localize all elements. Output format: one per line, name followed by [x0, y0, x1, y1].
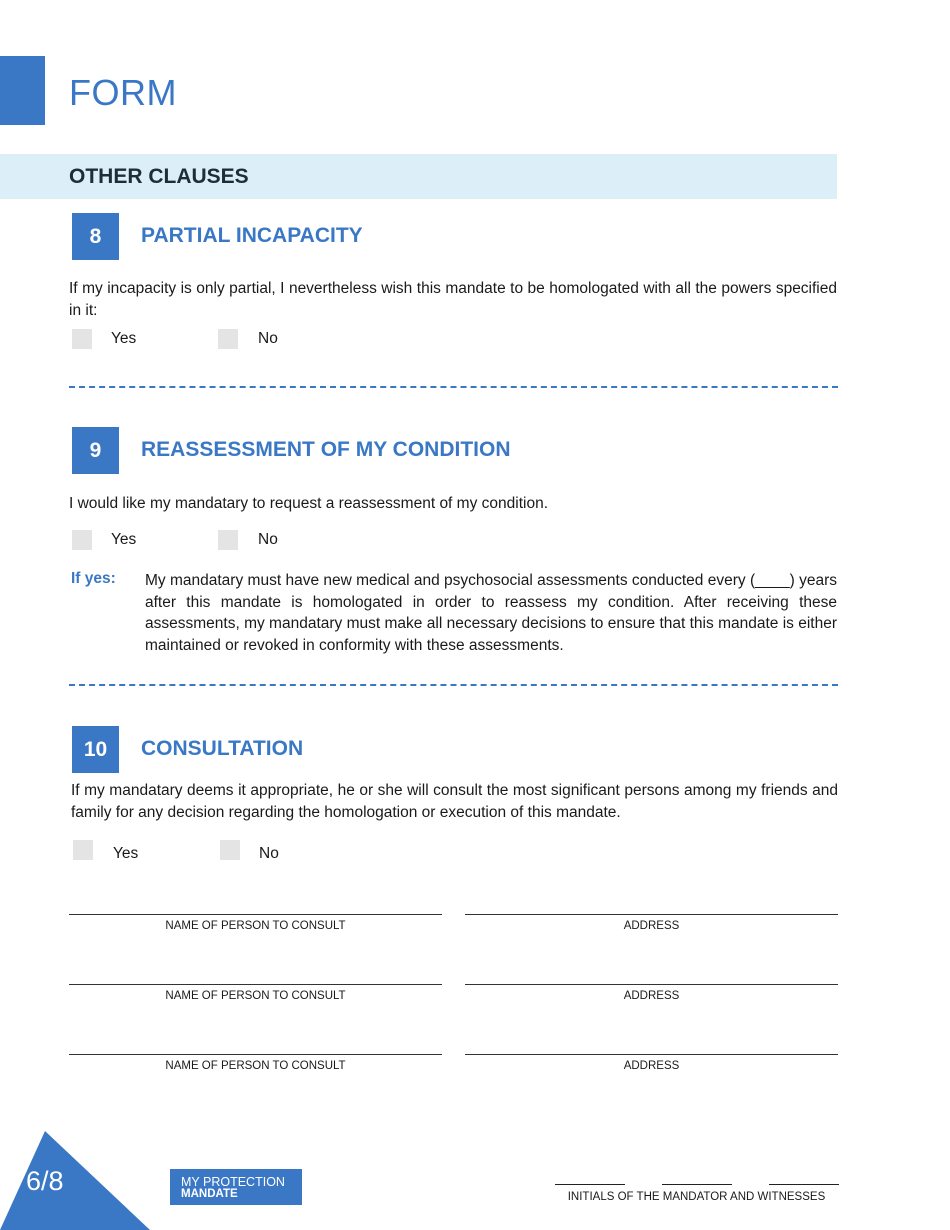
header-accent-bar	[0, 56, 45, 125]
page-number: 6/8	[26, 1166, 64, 1196]
yes-label: Yes	[113, 845, 139, 862]
address-line[interactable]	[465, 1054, 838, 1055]
section-divider	[69, 684, 838, 686]
section-text: I would like my mandatary to request a reassessment of my condition.	[69, 495, 548, 512]
logo-line1: MY PROTECTION	[181, 1175, 285, 1189]
initials-label: INITIALS OF THE MANDATOR AND WITNESSES	[567, 1191, 826, 1203]
no-checkbox[interactable]	[218, 530, 238, 550]
section-number-badge: 9	[72, 427, 119, 474]
address-label: ADDRESS	[623, 990, 680, 1002]
address-line[interactable]	[465, 984, 838, 985]
section-number-badge: 10	[72, 726, 119, 773]
section-divider	[69, 386, 838, 388]
name-label: NAME OF PERSON TO CONSULT	[165, 920, 346, 932]
no-checkbox[interactable]	[218, 329, 238, 349]
name-label: NAME OF PERSON TO CONSULT	[165, 1060, 346, 1072]
page-corner-triangle	[0, 1131, 150, 1230]
name-line[interactable]	[69, 984, 442, 985]
initials-line[interactable]	[662, 1184, 732, 1185]
section-title: REASSESSMENT OF MY CONDITION	[141, 438, 511, 461]
no-label: No	[258, 330, 278, 347]
name-line[interactable]	[69, 1054, 442, 1055]
logo-line2: MANDATE	[181, 1188, 238, 1200]
section-title: CONSULTATION	[141, 737, 304, 760]
no-label: No	[258, 531, 278, 548]
address-line[interactable]	[465, 914, 838, 915]
section-title: PARTIAL INCAPACITY	[141, 224, 363, 247]
no-label: No	[259, 845, 279, 862]
page-title: FORM	[69, 72, 177, 113]
yes-label: Yes	[111, 531, 137, 548]
section-text: If my incapacity is only partial, I nevertheless wish this mandate to be homologated with all the powers specified in it:	[69, 280, 837, 319]
address-label: ADDRESS	[623, 1060, 680, 1072]
address-label: ADDRESS	[623, 920, 680, 932]
initials-line[interactable]	[555, 1184, 625, 1185]
yes-checkbox[interactable]	[72, 329, 92, 349]
yes-checkbox[interactable]	[72, 530, 92, 550]
logo	[170, 1169, 302, 1205]
if-yes-label: If yes:	[71, 570, 116, 587]
section-number-badge: 8	[72, 213, 119, 260]
yes-label: Yes	[111, 330, 137, 347]
if-yes-text: My mandatary must have new medical and psychosocial assessments conducted every (____) years after this mandate is homologated in order to reassess my condition. After receiving these assessments, my mandatary must make all necessary decisions to ensure that this mandate is either maintained or revoked in conformity with these assessments.	[145, 572, 837, 654]
name-line[interactable]	[69, 914, 442, 915]
band-title: OTHER CLAUSES	[69, 165, 249, 188]
name-label: NAME OF PERSON TO CONSULT	[165, 990, 346, 1002]
yes-checkbox[interactable]	[73, 840, 93, 860]
no-checkbox[interactable]	[220, 840, 240, 860]
initials-line[interactable]	[769, 1184, 839, 1185]
section-text: If my mandatary deems it appropriate, he or she will consult the most significant persons among my friends and family for any decision regarding the homologation or execution of this mandate.	[71, 782, 838, 821]
